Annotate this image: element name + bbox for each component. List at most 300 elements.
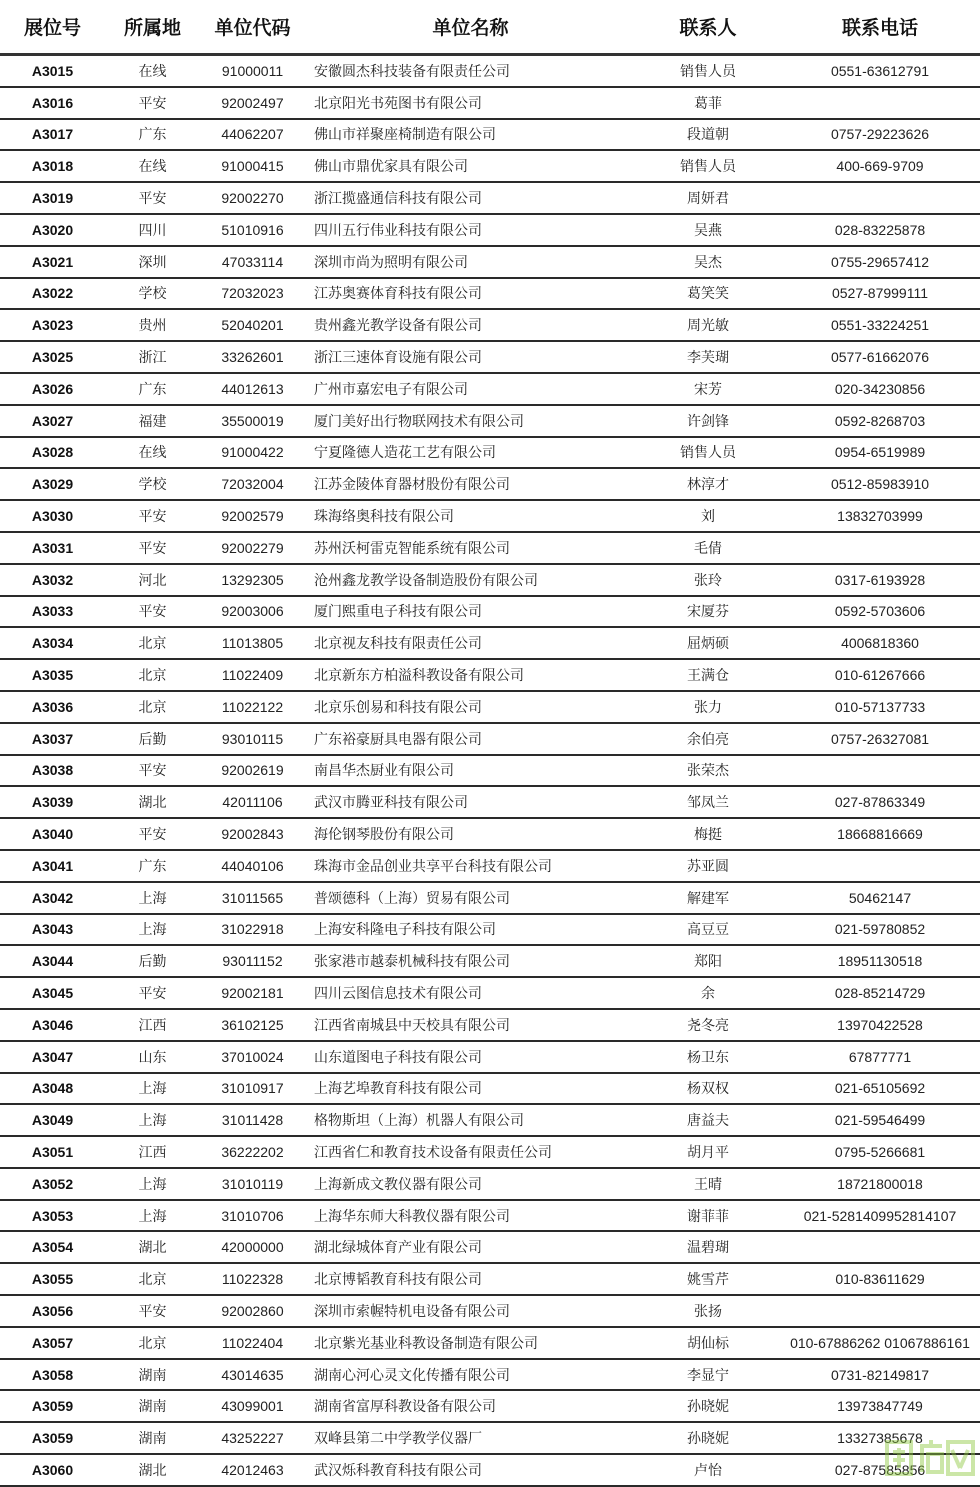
cell-contact: 毛倩 xyxy=(636,532,780,564)
cell-booth-no: A3060 xyxy=(0,1454,105,1486)
cell-org-code: 93010115 xyxy=(200,723,305,755)
cell-org-code: 31011565 xyxy=(200,882,305,914)
cell-booth-no: A3036 xyxy=(0,691,105,723)
cell-contact: 胡月平 xyxy=(636,1136,780,1168)
table-row xyxy=(0,1200,980,1232)
cell-booth-no: A3038 xyxy=(0,755,105,787)
cell-org-name: 厦门熙重电子科技有限公司 xyxy=(305,596,636,628)
cell-org-code: 43099001 xyxy=(200,1390,305,1422)
cell-contact: 杨卫东 xyxy=(636,1041,780,1073)
cell-org-code: 51010916 xyxy=(200,214,305,246)
cell-booth-no: A3046 xyxy=(0,1009,105,1041)
cell-region: 广东 xyxy=(105,119,200,151)
table-row xyxy=(0,1327,980,1359)
cell-org-name: 佛山市祥聚座椅制造有限公司 xyxy=(305,119,636,151)
table-row xyxy=(0,1359,980,1391)
cell-phone: 0795-5266681 xyxy=(780,1136,980,1168)
cell-org-name: 格物斯坦（上海）机器人有限公司 xyxy=(305,1104,636,1136)
table-row xyxy=(0,1263,980,1295)
cell-booth-no: A3023 xyxy=(0,309,105,341)
cell-phone: 021-5281409952814107 xyxy=(780,1200,980,1232)
cell-org-code: 92002579 xyxy=(200,500,305,532)
table-row xyxy=(0,786,980,818)
cell-org-name: 北京紫光基业科教设备制造有限公司 xyxy=(305,1327,636,1359)
cell-booth-no: A3035 xyxy=(0,659,105,691)
table-row xyxy=(0,723,980,755)
cell-region: 湖北 xyxy=(105,1454,200,1486)
cell-region: 后勤 xyxy=(105,723,200,755)
table-row xyxy=(0,246,980,278)
cell-booth-no: A3057 xyxy=(0,1327,105,1359)
cell-region: 深圳 xyxy=(105,246,200,278)
cell-region: 北京 xyxy=(105,659,200,691)
cell-org-code: 72032004 xyxy=(200,468,305,500)
cell-phone: 13832703999 xyxy=(780,500,980,532)
cell-org-code: 92002497 xyxy=(200,87,305,119)
cell-region: 湖南 xyxy=(105,1390,200,1422)
cell-phone: 021-59546499 xyxy=(780,1104,980,1136)
cell-org-code: 11022122 xyxy=(200,691,305,723)
cell-contact: 销售人员 xyxy=(636,437,780,469)
cell-contact: 解建军 xyxy=(636,882,780,914)
cell-org-code: 91000011 xyxy=(200,55,305,87)
cell-contact: 销售人员 xyxy=(636,55,780,87)
cell-region: 平安 xyxy=(105,1295,200,1327)
cell-org-code: 31010706 xyxy=(200,1200,305,1232)
table-row xyxy=(0,309,980,341)
cell-phone: 0527-87999111 xyxy=(780,278,980,310)
header-contact: 联系人 xyxy=(636,0,780,55)
cell-org-code: 36222202 xyxy=(200,1136,305,1168)
cell-booth-no: A3028 xyxy=(0,437,105,469)
cell-booth-no: A3020 xyxy=(0,214,105,246)
cell-contact: 郑阳 xyxy=(636,945,780,977)
cell-booth-no: A3032 xyxy=(0,564,105,596)
table-header xyxy=(0,0,980,55)
cell-org-name: 普颂德科（上海）贸易有限公司 xyxy=(305,882,636,914)
cell-booth-no: A3054 xyxy=(0,1231,105,1263)
cell-phone: 028-85214729 xyxy=(780,977,980,1009)
cell-phone: 028-83225878 xyxy=(780,214,980,246)
cell-contact: 吴燕 xyxy=(636,214,780,246)
cell-contact: 王满仓 xyxy=(636,659,780,691)
cell-phone xyxy=(780,1231,980,1263)
cell-org-code: 35500019 xyxy=(200,405,305,437)
cell-contact: 张力 xyxy=(636,691,780,723)
cell-phone: 027-87585856 xyxy=(780,1454,980,1486)
cell-booth-no: A3056 xyxy=(0,1295,105,1327)
cell-org-code: 11022328 xyxy=(200,1263,305,1295)
cell-region: 平安 xyxy=(105,977,200,1009)
cell-booth-no: A3047 xyxy=(0,1041,105,1073)
cell-org-name: 湖北绿城体育产业有限公司 xyxy=(305,1231,636,1263)
table-row xyxy=(0,214,980,246)
cell-contact: 胡仙标 xyxy=(636,1327,780,1359)
cell-region: 四川 xyxy=(105,214,200,246)
cell-org-name: 南昌华杰厨业有限公司 xyxy=(305,755,636,787)
cell-contact: 葛笑笑 xyxy=(636,278,780,310)
cell-contact: 高豆豆 xyxy=(636,914,780,946)
cell-org-code: 93011152 xyxy=(200,945,305,977)
cell-phone: 13973847749 xyxy=(780,1390,980,1422)
cell-phone: 021-59780852 xyxy=(780,914,980,946)
cell-org-name: 广州市嘉宏电子有限公司 xyxy=(305,373,636,405)
cell-phone: 0592-8268703 xyxy=(780,405,980,437)
cell-region: 上海 xyxy=(105,914,200,946)
cell-phone: 400-669-9709 xyxy=(780,150,980,182)
cell-phone: 0551-33224251 xyxy=(780,309,980,341)
cell-org-name: 上海新成文教仪器有限公司 xyxy=(305,1168,636,1200)
cell-org-code: 92002619 xyxy=(200,755,305,787)
cell-org-name: 上海艺埠教育科技有限公司 xyxy=(305,1073,636,1105)
cell-org-code: 42011106 xyxy=(200,786,305,818)
cell-region: 湖北 xyxy=(105,786,200,818)
cell-phone: 010-61267666 xyxy=(780,659,980,691)
cell-contact: 余 xyxy=(636,977,780,1009)
cell-region: 广东 xyxy=(105,850,200,882)
table-row xyxy=(0,437,980,469)
table-row xyxy=(0,1231,980,1263)
cell-org-code: 47033114 xyxy=(200,246,305,278)
cell-region: 平安 xyxy=(105,755,200,787)
cell-region: 北京 xyxy=(105,1263,200,1295)
table-row xyxy=(0,119,980,151)
cell-contact: 宋芳 xyxy=(636,373,780,405)
table-row xyxy=(0,373,980,405)
cell-booth-no: A3026 xyxy=(0,373,105,405)
cell-contact: 谢菲菲 xyxy=(636,1200,780,1232)
cell-phone xyxy=(780,87,980,119)
cell-phone xyxy=(780,182,980,214)
cell-org-code: 11013805 xyxy=(200,627,305,659)
cell-booth-no: A3051 xyxy=(0,1136,105,1168)
cell-booth-no: A3059 xyxy=(0,1390,105,1422)
cell-contact: 宋厦芬 xyxy=(636,596,780,628)
cell-region: 平安 xyxy=(105,596,200,628)
cell-region: 学校 xyxy=(105,468,200,500)
cell-region: 浙江 xyxy=(105,341,200,373)
cell-org-code: 31011428 xyxy=(200,1104,305,1136)
cell-org-code: 31022918 xyxy=(200,914,305,946)
cell-booth-no: A3041 xyxy=(0,850,105,882)
cell-booth-no: A3043 xyxy=(0,914,105,946)
cell-org-name: 贵州鑫光教学设备有限公司 xyxy=(305,309,636,341)
cell-org-code: 92002860 xyxy=(200,1295,305,1327)
cell-org-code: 11022409 xyxy=(200,659,305,691)
table-row xyxy=(0,691,980,723)
cell-region: 平安 xyxy=(105,500,200,532)
table-row xyxy=(0,278,980,310)
table-row xyxy=(0,341,980,373)
cell-org-code: 44012613 xyxy=(200,373,305,405)
cell-contact: 张玲 xyxy=(636,564,780,596)
cell-contact: 邹凤兰 xyxy=(636,786,780,818)
cell-contact: 销售人员 xyxy=(636,150,780,182)
cell-phone: 13327385678 xyxy=(780,1422,980,1454)
cell-org-name: 江苏奥赛体育科技有限公司 xyxy=(305,278,636,310)
cell-booth-no: A3034 xyxy=(0,627,105,659)
cell-org-code: 37010024 xyxy=(200,1041,305,1073)
cell-org-code: 31010917 xyxy=(200,1073,305,1105)
cell-org-name: 宁夏隆德人造花工艺有限公司 xyxy=(305,437,636,469)
cell-region: 学校 xyxy=(105,278,200,310)
table-row xyxy=(0,1295,980,1327)
cell-contact: 李芙瑚 xyxy=(636,341,780,373)
cell-phone: 010-67886262 01067886161 xyxy=(780,1327,980,1359)
cell-org-name: 江西省南城县中天校具有限公司 xyxy=(305,1009,636,1041)
cell-org-name: 上海安科隆电子科技有限公司 xyxy=(305,914,636,946)
cell-region: 在线 xyxy=(105,150,200,182)
cell-region: 贵州 xyxy=(105,309,200,341)
cell-org-code: 44040106 xyxy=(200,850,305,882)
cell-org-name: 苏州沃柯雷克智能系统有限公司 xyxy=(305,532,636,564)
cell-org-name: 佛山市鼎优家具有限公司 xyxy=(305,150,636,182)
cell-org-code: 92002181 xyxy=(200,977,305,1009)
cell-org-name: 北京视友科技有限责任公司 xyxy=(305,627,636,659)
cell-contact: 张荣杰 xyxy=(636,755,780,787)
table-row xyxy=(0,182,980,214)
cell-phone: 021-65105692 xyxy=(780,1073,980,1105)
cell-org-name: 山东道图电子科技有限公司 xyxy=(305,1041,636,1073)
cell-contact: 温碧瑚 xyxy=(636,1231,780,1263)
table-row xyxy=(0,882,980,914)
cell-booth-no: A3059 xyxy=(0,1422,105,1454)
table-row xyxy=(0,150,980,182)
cell-org-name: 珠海络奥科技有限公司 xyxy=(305,500,636,532)
table-row xyxy=(0,1136,980,1168)
cell-booth-no: A3042 xyxy=(0,882,105,914)
cell-booth-no: A3018 xyxy=(0,150,105,182)
cell-booth-no: A3016 xyxy=(0,87,105,119)
cell-booth-no: A3052 xyxy=(0,1168,105,1200)
cell-contact: 段道朝 xyxy=(636,119,780,151)
cell-booth-no: A3017 xyxy=(0,119,105,151)
table-row xyxy=(0,755,980,787)
cell-contact: 卢怡 xyxy=(636,1454,780,1486)
cell-booth-no: A3025 xyxy=(0,341,105,373)
cell-region: 在线 xyxy=(105,437,200,469)
cell-region: 北京 xyxy=(105,691,200,723)
cell-region: 平安 xyxy=(105,87,200,119)
cell-booth-no: A3037 xyxy=(0,723,105,755)
cell-phone: 0512-85983910 xyxy=(780,468,980,500)
table-row xyxy=(0,55,980,87)
table-row xyxy=(0,500,980,532)
cell-booth-no: A3044 xyxy=(0,945,105,977)
cell-region: 湖南 xyxy=(105,1359,200,1391)
cell-booth-no: A3049 xyxy=(0,1104,105,1136)
cell-phone xyxy=(780,755,980,787)
cell-phone: 0592-5703606 xyxy=(780,596,980,628)
cell-phone: 027-87863349 xyxy=(780,786,980,818)
cell-phone: 0577-61662076 xyxy=(780,341,980,373)
cell-org-name: 厦门美好出行物联网技术有限公司 xyxy=(305,405,636,437)
cell-booth-no: A3039 xyxy=(0,786,105,818)
table-row xyxy=(0,468,980,500)
cell-phone: 0317-6193928 xyxy=(780,564,980,596)
cell-org-name: 武汉市腾亚科技有限公司 xyxy=(305,786,636,818)
cell-booth-no: A3029 xyxy=(0,468,105,500)
cell-region: 上海 xyxy=(105,1104,200,1136)
cell-contact: 吴杰 xyxy=(636,246,780,278)
cell-phone xyxy=(780,850,980,882)
cell-contact: 周妍君 xyxy=(636,182,780,214)
cell-booth-no: A3058 xyxy=(0,1359,105,1391)
cell-org-code: 33262601 xyxy=(200,341,305,373)
cell-booth-no: A3030 xyxy=(0,500,105,532)
cell-contact: 杨双权 xyxy=(636,1073,780,1105)
table-row xyxy=(0,87,980,119)
cell-region: 北京 xyxy=(105,627,200,659)
cell-phone: 18668816669 xyxy=(780,818,980,850)
table-row xyxy=(0,1454,980,1486)
cell-org-name: 张家港市越泰机械科技有限公司 xyxy=(305,945,636,977)
cell-region: 平安 xyxy=(105,532,200,564)
cell-phone: 0755-29657412 xyxy=(780,246,980,278)
table-row xyxy=(0,1104,980,1136)
cell-org-name: 海伦钢琴股份有限公司 xyxy=(305,818,636,850)
cell-org-code: 31010119 xyxy=(200,1168,305,1200)
cell-region: 河北 xyxy=(105,564,200,596)
table-row xyxy=(0,818,980,850)
header-phone: 联系电话 xyxy=(780,0,980,55)
cell-org-name: 北京乐创易和科技有限公司 xyxy=(305,691,636,723)
cell-region: 湖北 xyxy=(105,1231,200,1263)
cell-org-name: 珠海市金品创业共享平台科技有限公司 xyxy=(305,850,636,882)
cell-org-name: 上海华东师大科教仪器有限公司 xyxy=(305,1200,636,1232)
cell-org-name: 浙江三速体育设施有限公司 xyxy=(305,341,636,373)
cell-org-name: 广东裕豪厨具电器有限公司 xyxy=(305,723,636,755)
cell-org-name: 湖南心河心灵文化传播有限公司 xyxy=(305,1359,636,1391)
cell-contact: 葛菲 xyxy=(636,87,780,119)
table-row xyxy=(0,1168,980,1200)
cell-phone: 50462147 xyxy=(780,882,980,914)
cell-booth-no: A3053 xyxy=(0,1200,105,1232)
cell-org-code: 91000422 xyxy=(200,437,305,469)
cell-org-name: 北京阳光书苑图书有限公司 xyxy=(305,87,636,119)
cell-phone: 13970422528 xyxy=(780,1009,980,1041)
table-row xyxy=(0,659,980,691)
header-region: 所属地 xyxy=(105,0,200,55)
table-row xyxy=(0,1390,980,1422)
cell-booth-no: A3045 xyxy=(0,977,105,1009)
cell-region: 福建 xyxy=(105,405,200,437)
cell-contact: 唐益夫 xyxy=(636,1104,780,1136)
cell-booth-no: A3055 xyxy=(0,1263,105,1295)
table-row xyxy=(0,596,980,628)
cell-org-name: 四川云图信息技术有限公司 xyxy=(305,977,636,1009)
cell-region: 平安 xyxy=(105,818,200,850)
cell-region: 上海 xyxy=(105,1168,200,1200)
cell-region: 湖南 xyxy=(105,1422,200,1454)
cell-org-code: 43252227 xyxy=(200,1422,305,1454)
table-row xyxy=(0,1073,980,1105)
cell-phone xyxy=(780,1295,980,1327)
table-row xyxy=(0,945,980,977)
cell-contact: 张扬 xyxy=(636,1295,780,1327)
cell-phone: 18721800018 xyxy=(780,1168,980,1200)
table-body xyxy=(0,55,980,1486)
cell-contact: 孙晓妮 xyxy=(636,1390,780,1422)
cell-org-name: 湖南省富厚科教设备有限公司 xyxy=(305,1390,636,1422)
cell-org-code: 72032023 xyxy=(200,278,305,310)
cell-org-name: 北京新东方柏溢科教设备有限公司 xyxy=(305,659,636,691)
cell-phone xyxy=(780,532,980,564)
cell-region: 北京 xyxy=(105,1327,200,1359)
cell-contact: 王晴 xyxy=(636,1168,780,1200)
table-row xyxy=(0,1041,980,1073)
table-row xyxy=(0,405,980,437)
table-row xyxy=(0,532,980,564)
cell-contact: 余伯亮 xyxy=(636,723,780,755)
cell-booth-no: A3015 xyxy=(0,55,105,87)
cell-phone: 0954-6519989 xyxy=(780,437,980,469)
cell-org-code: 11022404 xyxy=(200,1327,305,1359)
cell-booth-no: A3033 xyxy=(0,596,105,628)
cell-org-code: 52040201 xyxy=(200,309,305,341)
cell-org-code: 13292305 xyxy=(200,564,305,596)
cell-org-name: 四川五行伟业科技有限公司 xyxy=(305,214,636,246)
cell-phone: 67877771 xyxy=(780,1041,980,1073)
cell-contact: 姚雪芹 xyxy=(636,1263,780,1295)
cell-booth-no: A3031 xyxy=(0,532,105,564)
cell-org-name: 深圳市索幄特机电设备有限公司 xyxy=(305,1295,636,1327)
cell-org-name: 双峰县第二中学教学仪器厂 xyxy=(305,1422,636,1454)
cell-phone: 010-83611629 xyxy=(780,1263,980,1295)
cell-contact: 林淳才 xyxy=(636,468,780,500)
cell-booth-no: A3019 xyxy=(0,182,105,214)
cell-org-name: 深圳市尚为照明有限公司 xyxy=(305,246,636,278)
cell-region: 上海 xyxy=(105,1200,200,1232)
cell-region: 江西 xyxy=(105,1009,200,1041)
cell-region: 广东 xyxy=(105,373,200,405)
cell-org-code: 92002279 xyxy=(200,532,305,564)
cell-booth-no: A3040 xyxy=(0,818,105,850)
cell-region: 后勤 xyxy=(105,945,200,977)
cell-org-code: 91000415 xyxy=(200,150,305,182)
cell-org-code: 92003006 xyxy=(200,596,305,628)
table-row xyxy=(0,564,980,596)
table-row xyxy=(0,1422,980,1454)
cell-org-name: 江西省仁和教育技术设备有限责任公司 xyxy=(305,1136,636,1168)
table-row xyxy=(0,1009,980,1041)
cell-org-code: 44062207 xyxy=(200,119,305,151)
table-row xyxy=(0,627,980,659)
cell-phone: 020-34230856 xyxy=(780,373,980,405)
cell-phone: 18951130518 xyxy=(780,945,980,977)
cell-contact: 周光敏 xyxy=(636,309,780,341)
cell-region: 上海 xyxy=(105,882,200,914)
cell-region: 江西 xyxy=(105,1136,200,1168)
cell-org-name: 沧州鑫龙教学设备制造股份有限公司 xyxy=(305,564,636,596)
header-org-code: 单位代码 xyxy=(200,0,305,55)
cell-org-code: 92002270 xyxy=(200,182,305,214)
cell-org-code: 92002843 xyxy=(200,818,305,850)
cell-org-code: 42000000 xyxy=(200,1231,305,1263)
cell-region: 平安 xyxy=(105,182,200,214)
cell-region: 山东 xyxy=(105,1041,200,1073)
table-row xyxy=(0,914,980,946)
cell-booth-no: A3048 xyxy=(0,1073,105,1105)
cell-booth-no: A3027 xyxy=(0,405,105,437)
cell-region: 在线 xyxy=(105,55,200,87)
cell-org-name: 北京博韬教育科技有限公司 xyxy=(305,1263,636,1295)
cell-phone: 0757-29223626 xyxy=(780,119,980,151)
table-row xyxy=(0,977,980,1009)
cell-region: 上海 xyxy=(105,1073,200,1105)
cell-contact: 李显宁 xyxy=(636,1359,780,1391)
cell-contact: 苏亚圆 xyxy=(636,850,780,882)
